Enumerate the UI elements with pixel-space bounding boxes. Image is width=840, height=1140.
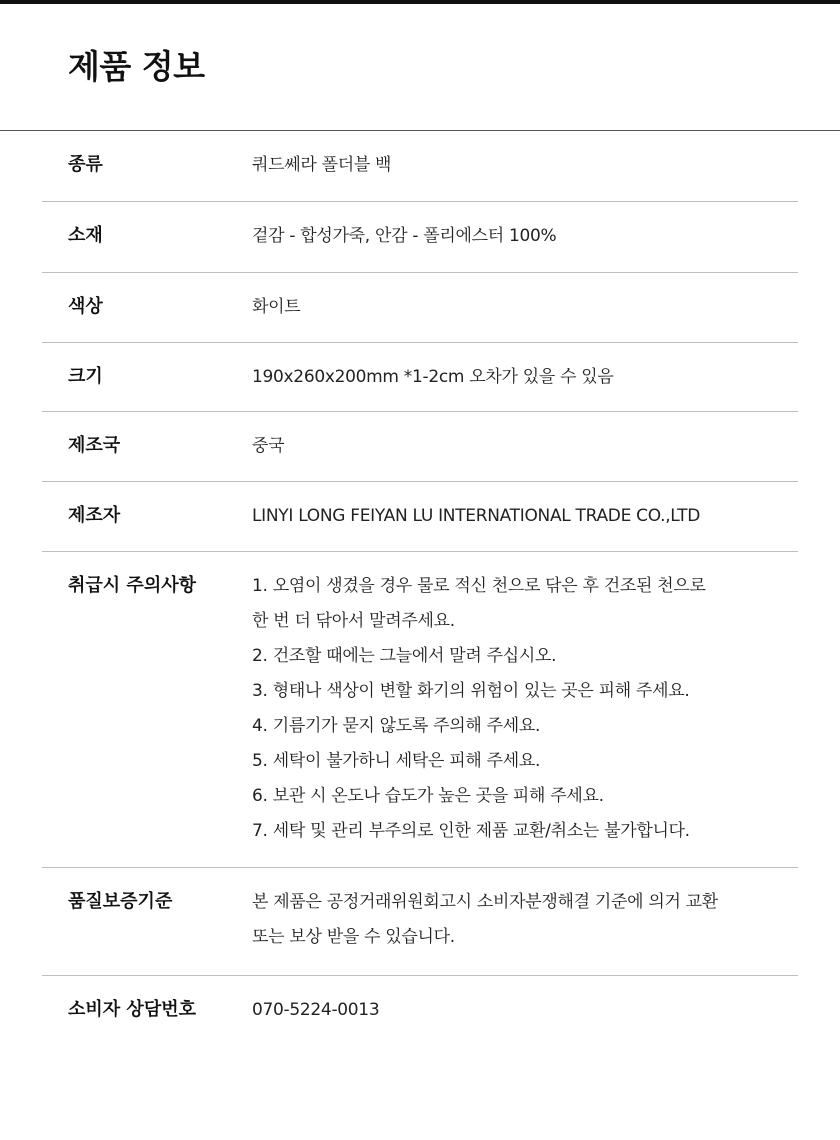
spec-row-consumer-contact (42, 976, 798, 1046)
spec-row-warranty (42, 868, 798, 976)
spec-label: 소재 (68, 225, 103, 246)
spec-value-line: 190x260x200mm *1-2cm 오차가 있을 수 있음 (252, 367, 614, 387)
spec-value-line: 070-5224-0013 (252, 1000, 380, 1020)
spec-label: 종류 (68, 154, 103, 175)
spec-row-type (42, 131, 798, 202)
spec-value (252, 224, 798, 272)
spec-value-line: 6. 보관 시 온도나 습도가 높은 곳을 피해 주세요. (252, 786, 604, 806)
spec-value-line: 3. 형태나 색상이 변할 화기의 위험이 있는 곳은 피해 주세요. (252, 681, 690, 701)
spec-row-color (42, 273, 798, 343)
spec-value (252, 365, 798, 411)
spec-value-line: 겉감 - 합성가죽, 안감 - 폴리에스터 100% (252, 226, 557, 246)
spec-value-line: 중국 (252, 436, 285, 456)
spec-row-country (42, 412, 798, 482)
spec-label: 품질보증기준 (68, 891, 173, 912)
spec-value-line: 1. 오염이 생겼을 경우 물로 적신 천으로 닦은 후 건조된 천으로 (252, 576, 706, 596)
spec-label: 제조자 (68, 505, 121, 526)
spec-row-manufacturer (42, 482, 798, 552)
spec-value-line: 쿼드쎄라 폴더블 백 (252, 155, 392, 175)
page-title: 제품 정보 (68, 47, 205, 86)
product-info-table (42, 131, 798, 1046)
spec-value-line: 화이트 (252, 297, 301, 317)
spec-value-line: 4. 기름기가 묻지 않도록 주의해 주세요. (252, 716, 541, 736)
spec-value (252, 890, 798, 975)
spec-value-line: 7. 세탁 및 관리 부주의로 인한 제품 교환/취소는 불가합니다. (252, 821, 690, 841)
top-border (0, 0, 840, 4)
spec-value-line: 한 번 더 닦아서 말려주세요. (252, 611, 455, 631)
spec-row-handling (42, 552, 798, 868)
spec-value (252, 574, 798, 867)
spec-value-line: 2. 건조할 때에는 그늘에서 말려 주십시오. (252, 646, 557, 666)
spec-label: 크기 (68, 366, 103, 387)
spec-row-material (42, 202, 798, 273)
spec-label: 제조국 (68, 435, 121, 456)
spec-value-line: LINYI LONG FEIYAN LU INTERNATIONAL TRADE CO.,LTD (252, 506, 701, 526)
spec-value-line: 본 제품은 공정거래위원회고시 소비자분쟁해결 기준에 의거 교환 (252, 892, 718, 912)
spec-value-line: 또는 보상 받을 수 있습니다. (252, 927, 455, 947)
spec-value (252, 153, 798, 201)
spec-value (252, 295, 798, 342)
spec-label: 취급시 주의사항 (68, 575, 196, 596)
spec-value (252, 504, 798, 551)
spec-label: 색상 (68, 296, 103, 317)
spec-row-size (42, 343, 798, 412)
spec-label: 소비자 상담번호 (68, 999, 196, 1020)
spec-value (252, 998, 798, 1046)
spec-value-line: 5. 세탁이 불가하니 세탁은 피해 주세요. (252, 751, 541, 771)
spec-value (252, 434, 798, 481)
